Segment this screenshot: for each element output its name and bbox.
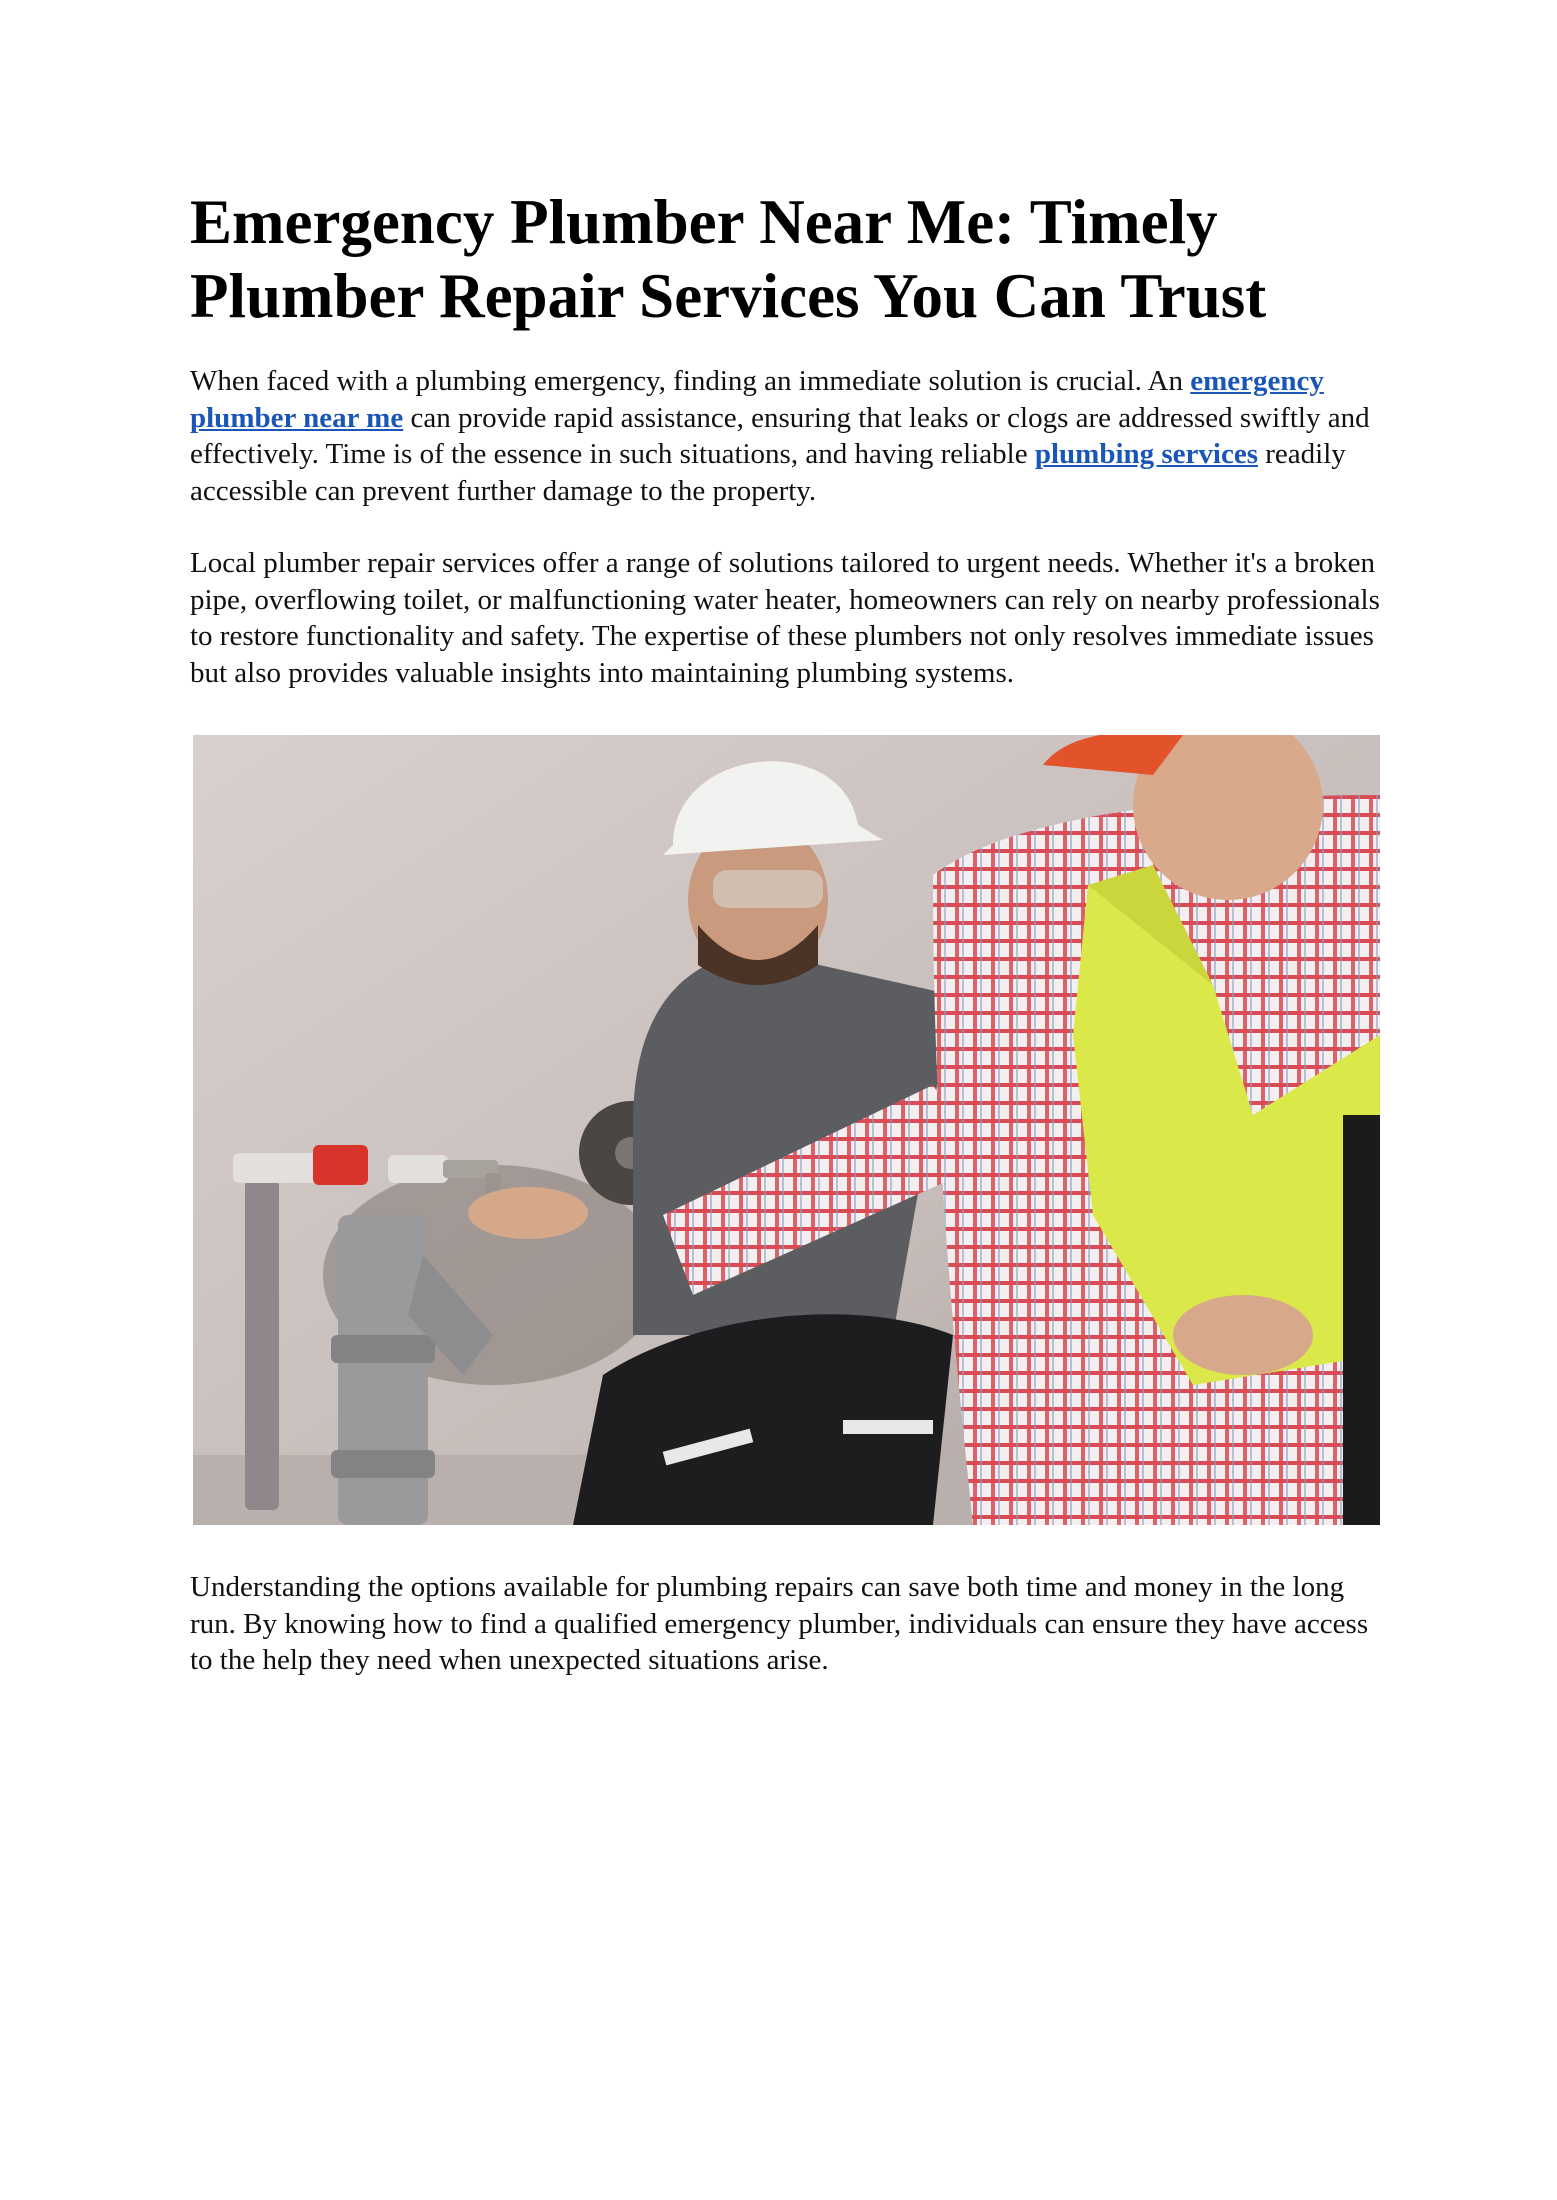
services-paragraph: Local plumber repair services offer a range of solutions tailored to urgent needs. Whether it's a broken pipe, overflowing toilet, or malfunctioning water heater, homeowners can rely on nearby professionals to restore functionality and safety. The expertise of these plumbers not only resolves immediate issues but also provides valuable insights into maintaining plumbing systems. xyxy=(190,547,1380,689)
page-title: Emergency Plumber Near Me: Timely Plumber Repair Services You Can Trust xyxy=(190,187,1267,331)
plumbing-services-link[interactable]: plumbing services xyxy=(1034,438,1258,470)
closing-paragraph: Understanding the options available for plumbing repairs can save both time and money in the long run. By knowing how to find a qualified emergency plumber, individuals can ensure they have access to the help they need when unexpected situations arise. xyxy=(190,1571,1369,1676)
emergency-plumber-link[interactable]: emergency plumber near me xyxy=(190,365,1324,434)
article xyxy=(190,185,1380,1679)
intro-text-start: When faced with a plumbing emergency, finding an immediate solution is crucial. An xyxy=(190,365,1191,397)
intro-text-middle: can provide rapid assistance, ensuring that leaks or clogs are addressed swiftly and effectively. Time is of the essence in such situations, and having reliable xyxy=(190,401,1370,470)
plumbers-photo xyxy=(193,735,1380,1525)
intro-paragraph xyxy=(190,363,1380,509)
intro-text-end: readily accessible can prevent further damage to the property. xyxy=(190,438,1346,507)
